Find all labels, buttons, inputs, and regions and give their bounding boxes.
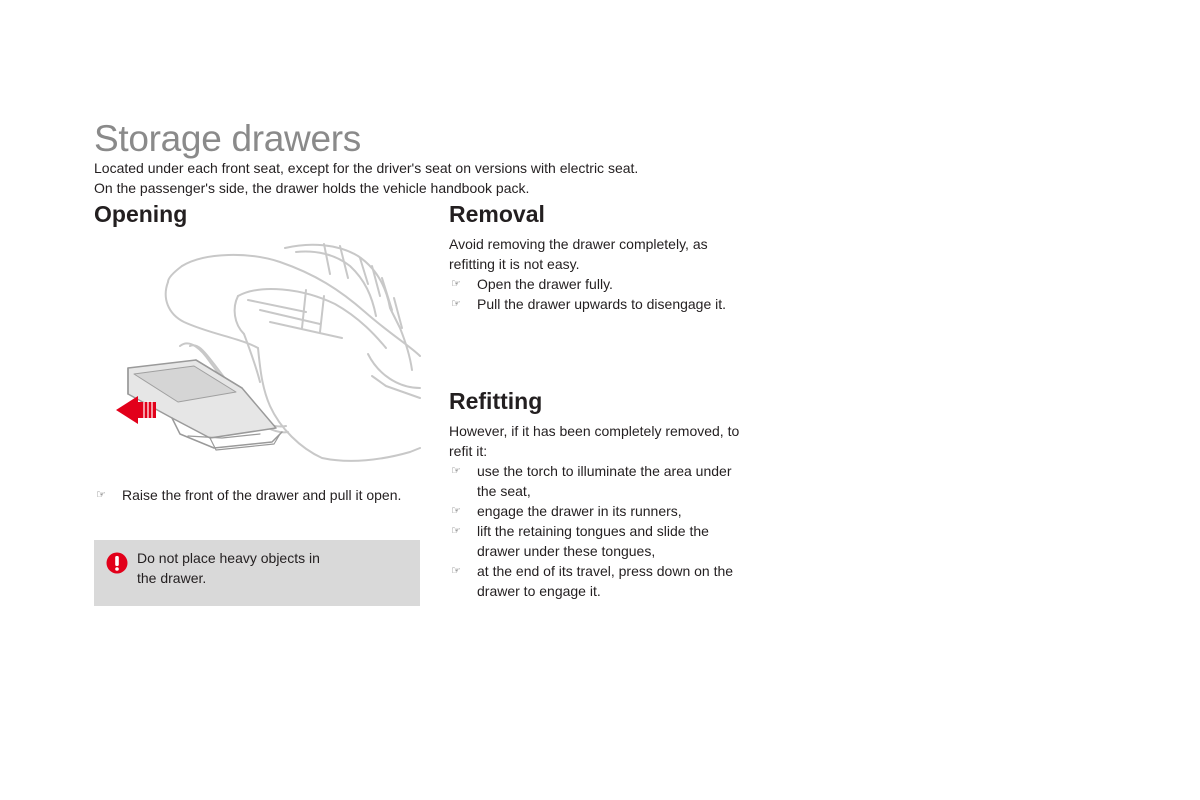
step-text: Raise the front of the drawer and pull it open.: [122, 487, 402, 503]
step-text: Pull the drawer upwards to disengage it.: [477, 296, 727, 312]
hand-pointer-icon: ☞: [451, 564, 461, 577]
list-item: [449, 461, 779, 501]
opening-steps: [94, 485, 424, 505]
exclamation-icon: [106, 552, 128, 574]
intro-paragraph: [94, 158, 638, 198]
paragraph-line: Avoid removing the drawer completely, as: [449, 236, 708, 252]
list-item: [449, 561, 779, 601]
hand-pointer-icon: ☞: [451, 297, 461, 310]
seat-drawer-illustration: [110, 238, 422, 464]
list-item: [449, 501, 779, 521]
warning-box: [94, 540, 420, 606]
step-text: use the torch to illuminate the area under: [477, 463, 732, 479]
hand-pointer-icon: ☞: [451, 277, 461, 290]
step-text: the seat,: [477, 483, 531, 499]
intro-line: On the passenger's side, the drawer holds the vehicle handbook pack.: [94, 180, 530, 196]
refitting-section: [449, 421, 779, 601]
removal-heading: Removal: [449, 201, 545, 227]
step-text: at the end of its travel, press down on the: [477, 563, 734, 579]
warning-text: [137, 548, 320, 588]
hand-pointer-icon: ☞: [451, 524, 461, 537]
hand-pointer-icon: ☞: [451, 464, 461, 477]
warning-line: the drawer.: [137, 570, 207, 586]
list-item: [449, 274, 779, 294]
opening-heading: Opening: [94, 201, 188, 227]
removal-section: [449, 234, 779, 314]
paragraph-line: refit it:: [449, 443, 488, 459]
intro-line: Located under each front seat, except for the driver's seat on versions with electric seat.: [94, 160, 639, 176]
paragraph-line: refitting it is not easy.: [449, 256, 580, 272]
refitting-intro: [449, 421, 779, 461]
step-text: drawer to engage it.: [477, 583, 601, 599]
step-text: Open the drawer fully.: [477, 276, 613, 292]
list-item: [449, 521, 779, 561]
paragraph-line: However, if it has been completely removed, to: [449, 423, 740, 439]
hand-pointer-icon: ☞: [96, 488, 106, 501]
step-text: engage the drawer in its runners,: [477, 503, 682, 519]
warning-line: Do not place heavy objects in: [137, 550, 320, 566]
step-text: drawer under these tongues,: [477, 543, 656, 559]
list-item: [449, 294, 779, 314]
refitting-heading: Refitting: [449, 388, 543, 414]
removal-intro: [449, 234, 779, 274]
step-text: lift the retaining tongues and slide the: [477, 523, 709, 539]
hand-pointer-icon: ☞: [451, 504, 461, 517]
page-title: Storage drawers: [94, 118, 361, 159]
list-item: [94, 485, 424, 505]
